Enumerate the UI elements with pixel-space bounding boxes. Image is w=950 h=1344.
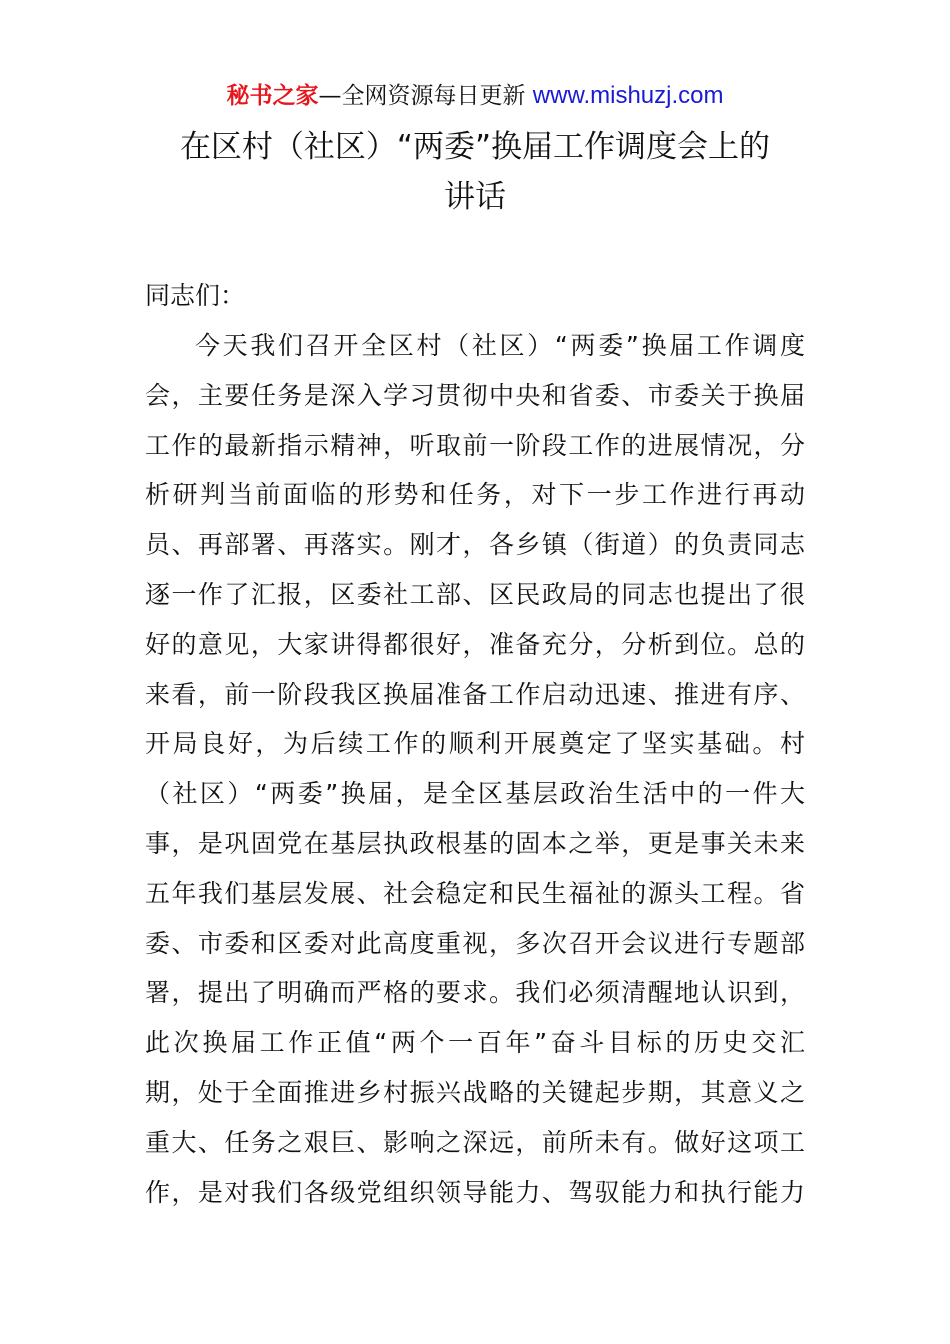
body-text-line: 五年我们基层发展、社会稳定和民生福祉的源头工程。省 bbox=[145, 878, 805, 908]
body-text-line: 署，提出了明确而严格的要求。我们必须清醒地认识到， bbox=[145, 978, 805, 1008]
body-text-line: 开局良好，为后续工作的顺利开展奠定了坚实基础。村 bbox=[145, 729, 805, 759]
site-tagline: —全网资源每日更新 bbox=[318, 83, 533, 109]
body-text-line: 工作的最新指示精神，听取前一阶段工作的进展情况，分 bbox=[145, 430, 805, 460]
document-title-line-1: 在区村（社区）“两委”换届工作调度会上的 bbox=[179, 129, 771, 165]
body-text-line: 析研判当前面临的形势和任务，对下一步工作进行再动 bbox=[145, 480, 805, 510]
site-brand: 秘书之家 bbox=[226, 83, 319, 109]
body-text-line: 事，是巩固党在基层执政根基的固本之举，更是事关未来 bbox=[145, 829, 805, 858]
body-text-line: 今天我们召开全区村（社区）“两委”换届工作调度 bbox=[195, 331, 805, 360]
body-text-line: 逐一作了汇报，区委社工部、区民政局的同志也提出了很 bbox=[145, 580, 805, 609]
body-text-line: 期，处于全面推进乡村振兴战略的关键起步期，其意义之 bbox=[145, 1078, 805, 1107]
salutation: 同志们： bbox=[145, 281, 246, 310]
body-text-line: 作，是对我们各级党组织领导能力、驾驭能力和执行能力 bbox=[145, 1177, 805, 1207]
body-text-line: 委、市委和区委对此高度重视，多次召开会议进行专题部 bbox=[145, 928, 805, 958]
body-text-line: 来看，前一阶段我区换届准备工作启动迅速、推进有序、 bbox=[145, 679, 805, 709]
body-text-line: 重大、任务之艰巨、影响之深远，前所未有。做好这项工 bbox=[145, 1127, 805, 1157]
body-text-line: （社区）“两委”换届，是全区基层政治生活中的一件大 bbox=[145, 779, 805, 809]
site-url-link[interactable]: www.mishuzj.com bbox=[532, 82, 724, 109]
body-text-line: 好的意见，大家讲得都很好，准备充分，分析到位。总的 bbox=[145, 629, 805, 659]
site-banner bbox=[0, 80, 950, 112]
body-text-line: 此次换届工作正值“两个一百年”奋斗目标的历史交汇 bbox=[145, 1028, 805, 1058]
document-title-line-2: 讲话 bbox=[444, 179, 506, 215]
body-text-line: 员、再部署、再落实。刚才，各乡镇（街道）的负责同志 bbox=[145, 530, 805, 560]
body-text-line: 会，主要任务是深入学习贯彻中央和省委、市委关于换届 bbox=[145, 380, 805, 410]
